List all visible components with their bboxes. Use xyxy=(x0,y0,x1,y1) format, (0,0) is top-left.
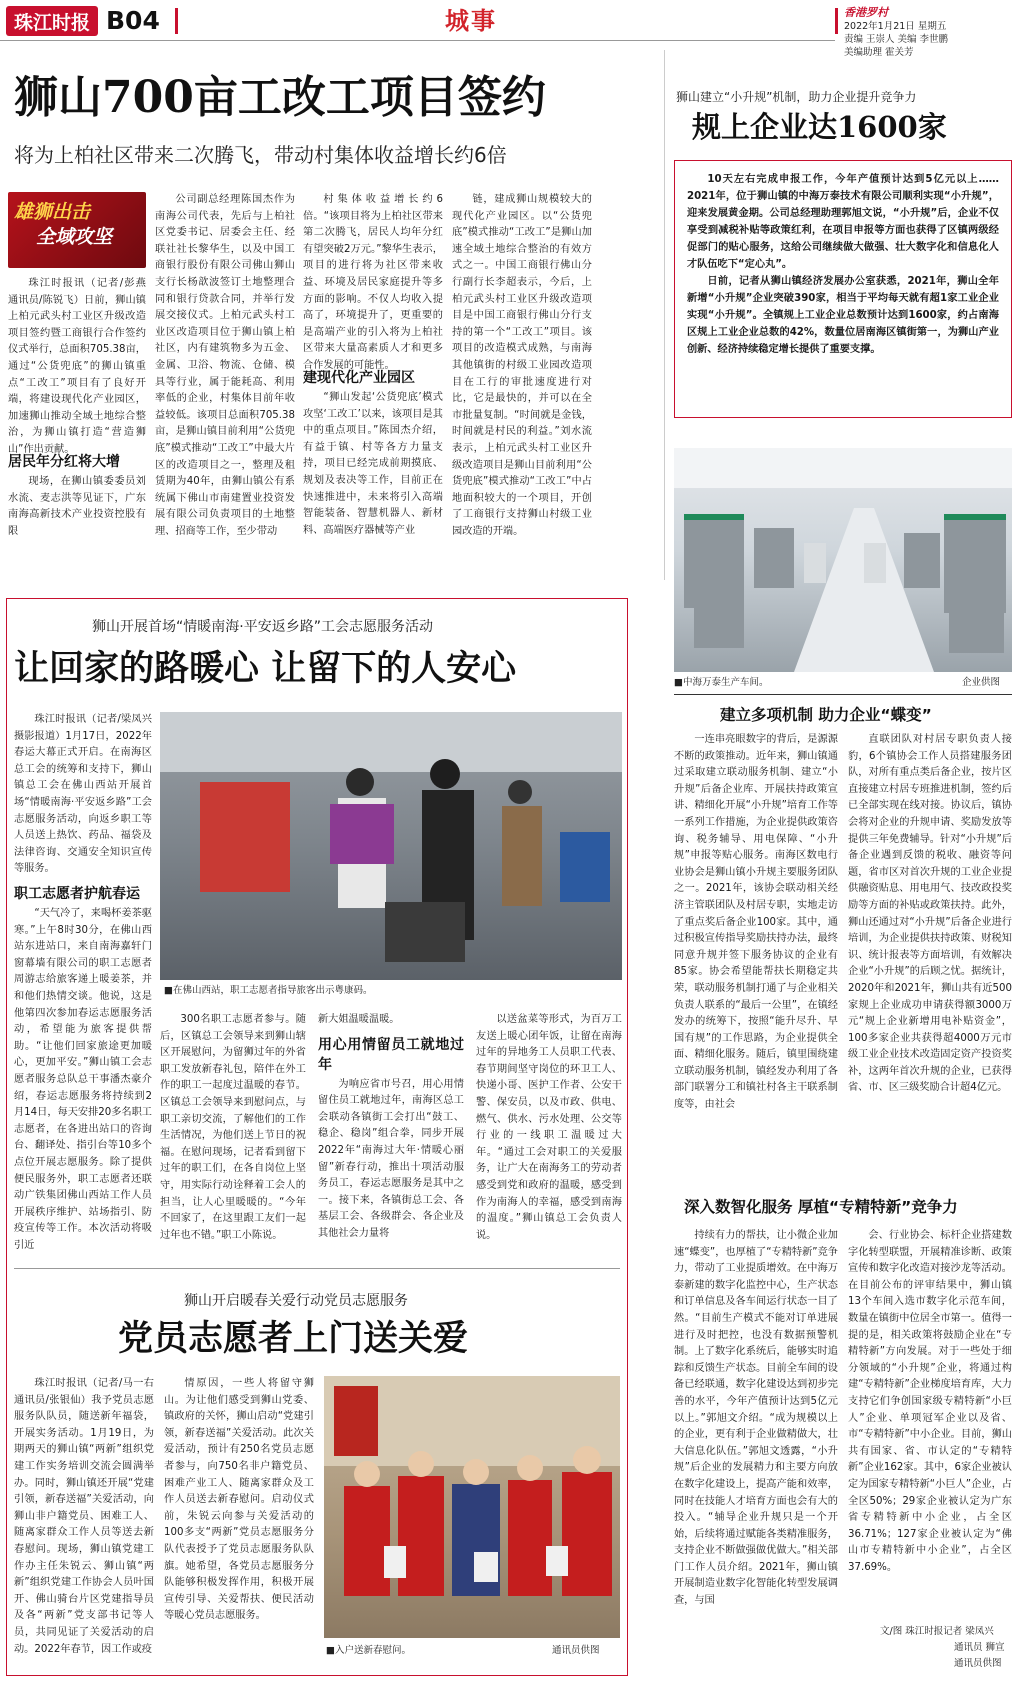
top-right-subheading-2: 深入数智化服务 厚植“专精特新”竞争力 xyxy=(684,1198,958,1216)
issue-date: 2022年1月21日 星期五 xyxy=(844,21,947,32)
party-col-2-text: 情原因，一些人将留守狮山。为让他们感受到狮山党委、镇政府的关怀，狮山启动“党建引领，新春送福”关爱活动。此次关爱活动，预计有250名党员志愿者参与，向750名非户籍党员、困难产业工人、随离家群众及工作人员送去新春慰问。启动仪式前，朱锐云向参与关爱活动的100多支“两新”党员志愿服务分队代表授予了党员志愿服务队队旗。她希望，各党员志愿服务分队能够积极发挥作用，积极开展宣传引导、关爱帮扶、便民活动等暖心党员志愿服务。 xyxy=(164,1378,314,1622)
volunteer-col-3a-text: 新大姐温暖温暖。 xyxy=(318,1014,400,1025)
summary-box-body xyxy=(687,171,999,407)
party-headline: 党员志愿者上门送关爱 xyxy=(118,1318,469,1359)
lead-col-4 xyxy=(452,192,592,548)
header-divider-left xyxy=(175,8,178,34)
campaign-logo-line2: 全域攻坚 xyxy=(36,226,113,248)
rule-under-photo xyxy=(674,694,1012,695)
top-right-col-d xyxy=(848,1228,1012,1626)
top-right-col-b xyxy=(848,732,1012,1158)
assistant-editor: 美编助理 霍关芳 xyxy=(844,47,914,58)
top-right-col-a-text: 一连串亮眼数字的背后，是源源不断的政策推动。近年来，狮山镇通过采取建立联动服务机制、建立“小升规”后备企业库、开展扶持政策宣讲、精细化开展“小升规”培育工作等一系列工作措施，为企业提供政策咨询、税务辅导、用电保障、“小升规”申报等贴心服务。南海区数电行业协会是狮山镇小升规主要服务团队之一。2021年，该协会联动相关经济主管联团队及村居专职，实地走访了重点奖后备企业100家。其中，通过积极宣传指导奖励扶持办法，最终同意升规并签下服务协议的企业有85家。协会希望能帮扶长期稳定共荣，联动服务机制打通了与企业相关负责人联系的“最后一公里”，在镇经发办的统筹下，按照“能升尽升、早国有规”的工作思路，为企业提供全面、精细化服务。随后，镇里围绕建立联动服务机制，镇经发办利用了各部门联署分工和镇社村各主干联系制度等，由社会 xyxy=(674,734,838,1111)
top-right-col-c xyxy=(674,1228,838,1670)
party-photo xyxy=(324,1376,620,1638)
party-photo-art xyxy=(324,1376,620,1638)
section-title: 城事 xyxy=(445,7,497,35)
column-logo: 香港罗村 xyxy=(844,6,888,19)
lead-col-2 xyxy=(155,192,295,548)
lead-col-1 xyxy=(8,276,146,548)
top-right-col-b-text: 直联团队对村居专职负责人接豹，6个镇协会工作人员搭建服务团队，对所有重点类后备企业，按片区直接建立村居专班推进机制，签约后已全部实现在线对接。协议后，镇协会将对企业的升规申请、奖励发放等提供三年免费辅导。针对“小升规”后备企业遇到反馈的税收、融资等问题，省市区对首次升规的工业企业提供融资贴息、用电用气、技改政投奖励等方面的补贴或政策扶持。此外，狮山还通过对“小升规”后备企业进行培训，为企业提供扶持政策、财税知识、统计报表等方面培训，有效解决企业“小升规”的后顾之忧。据统计，2020年和2021年，狮山共有近500家规上企业成功申请获得额3000万元“规上企业新增用电补贴资金”，100多家企业共获得超4000万元市级工业企业技术改造固定资产投资奖补，这两年首次升规的企业，已获得省、市、区三级奖励合计超4亿元。 xyxy=(848,734,1012,1094)
party-photo-caption: ■入户送新春慰问。 xyxy=(326,1645,411,1656)
station-photo xyxy=(160,712,622,980)
volunteer-col-1-text: 珠江时报讯（记者/梁凤兴 摄影报道）1月17日，2022年春运大幕正式开启。在南海区总工会的统筹和支持下，狮山镇总工会在佛山西站开展首场“情暖南海·平安返乡路”工会志愿服务活动，向返乡职工等人员送上热饮、药品、福袋及法律咨询、交通安全知识宣传等服务。 xyxy=(14,714,152,875)
campaign-logo-line1: 雄狮出击 xyxy=(14,201,91,223)
column-separator xyxy=(664,50,665,580)
top-right-subheading-1: 建立多项机制 助力企业“蝶变” xyxy=(720,706,932,724)
lead-col-3-text: 村集体收益增长约6倍。“该项目将为上柏社区带来第二次腾飞，居民人均年分红有望突破2万元。”黎华生表示，项目的进行将为社区带来收益、环境及居民家庭提升等多方面的影响。不仅人均收入提高了，环境提升了，更重要的是高端产业的引入将为上柏社区带来大量高素质人才和更多合作发展的可能性。 xyxy=(303,194,443,371)
top-right-col-d-text: 会、行业协会、标杆企业搭建数字化转型联盟，开展精准诊断、政策宣传和数字化改造对接沙龙等活动。在目前公布的评审结果中，狮山镇13个车间入选市数字化示范车间，数量在镇街中位居全市第一。值得一提的是，相关政策将鼓励企业在“专精特新”方向发展。对于一些处于细分领域的“小升规”企业，将通过构建“专精特新”企业梯度培育库，大力支持它们争创国家级专精特新“小巨人”企业、单项冠军企业以及省、市“专精特新”中小企业。目前，狮山共有国家、省、市认定的“专精特新”企业162家。其中，6家企业被认定为国家专精特新“小巨人”企业，占全区50%；29家企业被认定为广东省专精特新中小企业，占全区36.71%；127家企业被认定为“佛山市专精特新中小企业”，占全区37.69%。 xyxy=(848,1230,1012,1573)
volunteer-subheading-3: 用心用情留员工就地过年 xyxy=(318,1036,464,1073)
lead-subheading-1: 居民年分红将大增 xyxy=(8,454,120,470)
top-right-byline-1: 文/图 珠江时报记者 梁凤兴 xyxy=(880,1626,994,1637)
lead-col-2-text: 公司副总经理陈国杰作为南海公司代表，先后与上柏社区党委书记、居委会主任、经联社社长黎华生，以及中国工商银行股份有限公司佛山狮山支行长杨歆波签订土地整理合同和银行贷款合同，并举行发展交接仪式。上柏元武头村工业区改造项目位于狮山镇上柏社区，内有建筑物多为五金、金属、卫浴、物流、仓储、模具等行业，属于能耗高、利用率低的企业，村集体目前年收益较低。该项目总面积705.38亩，是狮山镇目前利用“公货兜底”模式推动“工改工”中最大片区的改造项目之一，整理及租赁期为40年，由狮山镇公有系统属下佛山市南建置业投资发展有限公司负责项目的土地整理、招商等工作，至少带动 xyxy=(155,194,295,537)
editors: 责编 王崇人 美编 李世鹏 xyxy=(844,34,949,45)
header-rule xyxy=(0,40,835,41)
top-right-headline: 规上企业达1600家 xyxy=(692,110,947,144)
top-right-col-c-text: 持续有力的帮扶，让小微企业加速“蝶变”，也厚植了“专精特新”竞争力，带动了工业提质增效。在中海万泰新建的数字化监控中心，生产状态和订单信息及各车间运行状态一目了然。“目前生产模式不能对订单进展进行及时把控，也没有数据预警机制。上了数字化系统后，能够实时追踪和反馈生产状态。目前全车间的设备已经联通，数字化建设达到初步完善的水平，今年产值预计达到5亿元以上。”郭旭文介绍。“成为规模以上的企业，更有利于企业做精做大，壮大信息化队伍。”郭旭文透露，“小升规”后企业的发展精力和主要方向放在数字化建设上，提高产能和效率，同时在技能人才培育方面也会有大的投入。“辅导企业升规只是一个开始，后续将通过赋能各类精准服务，支持企业不断做强做优做大。”相关部门工作人员介绍。2021年，狮山镇开展制造业数字化智能化转型发展调查，与国 xyxy=(674,1230,838,1607)
party-kicker: 狮山开启暖春关爱行动党员志愿服务 xyxy=(184,1293,408,1309)
volunteer-headline: 让回家的路暖心 让留下的人安心 xyxy=(14,648,517,689)
lead-subheading-3: 建现代化产业园区 xyxy=(303,370,415,386)
summary-paragraph-1: 10天左右完成申报工作，今年产值预计达到5亿元以上……2021年，位于狮山镇的中海万泰技术有限公司顺利实现“小升规”，迎来发展黄金期。公司总经理助理郭旭文说，“小升规”后，企业不仅享受到减税补贴等政策红利，在项目申报等方面也获得了区镇两级经促部门的贴心服务，这给公司继续做大做强、壮大数字化和信息化人才队伍吃下“定心丸”。 xyxy=(687,174,999,270)
party-col-1 xyxy=(14,1376,154,1672)
lead-col-1b-text: 现场，在狮山镇委委员刘水流、麦志洪等见证下，广东南海高新技术产业投资控股有限 xyxy=(8,476,146,537)
volunteer-col-1b-text: “天气冷了，来喝杯姜茶驱寒。”上午8时30分，在佛山西站东进站口，来自南海嘉轩门窗幕墙有限公司的职工志愿者周游志给旅客递上暖姜茶，并和他们热情交谈。他说，这是他第四次参加春运志愿服务活动，希望能为旅客提供帮助。“让他们回家旅途更加暖心，更加平安。”狮山镇工会志愿者服务总队总干事潘杰豪介绍，春运志愿服务将持续到2月14日，每天安排20多名职工志愿者，在各进出站口的咨询台、翻译处、指引台等10多个点位开展志愿服务。除了提供便民服务外，职工志愿者还联动广铁集团佛山西站工作人员开展秩序维护、站场指引、防疫宣传等工作。本次活动将吸引近 xyxy=(14,908,152,1251)
factory-photo xyxy=(674,448,1012,672)
volunteer-col-4 xyxy=(476,1012,622,1256)
top-right-byline-2: 通讯员 狮宣 xyxy=(954,1642,1005,1653)
paper-logo: 珠江时报 xyxy=(13,11,90,34)
station-photo-caption: ■在佛山西站，职工志愿者指导旅客出示粤康码。 xyxy=(164,985,373,996)
factory-photo-art xyxy=(674,448,1012,672)
campaign-logo xyxy=(8,192,146,268)
summary-paragraph-2: 日前，记者从狮山镇经济发展办公室获悉，2021年，狮山全年新增“小升规”企业突破390家，相当于平均每天就有超1家工业企业实现“小升规”。全镇规上工业企业总数预计达到1600家，约占南海区规上工业企业总数的42%，数量位居南海区镇街第一，为狮山产业创新、经济持续稳定增长提供了重要支撑。 xyxy=(687,276,999,355)
masthead xyxy=(6,6,98,36)
lead-col-4-text: 链，建成狮山规模较大的现代化产业园区。以“公货兜底”模式推动“工改工”是狮山加速全域土地综合整治的有效方式之一。中国工商银行佛山分行副行长李超表示，今后，上柏元武头村工业区升级改造项目是中国工商银行佛山分行支持的第一个“工改工”项目。该项目的改造模式成熟，与南海其他镇街的村级工业园改造项目在工行的审批速度进行对比，它是最快的，并可以在全市批量复制。“时间就是金钱，时间就是村民的利益。”刘水流表示，上柏元武头村工业区升级改造项目是狮山目前利用“公货兜底”模式推动“工改工”中占地面积较大的一个项目，开创了工商银行支持狮山村级工业园改造的开端。 xyxy=(452,194,592,537)
top-right-col-a xyxy=(674,732,838,1158)
summary-box xyxy=(674,160,1012,418)
volunteer-col-3 xyxy=(318,1012,464,1256)
lead-col-1-text: 珠江时报讯（记者/彭燕 通讯员/陈锐飞）日前，狮山镇上柏元武头村工业区升级改造项目签约暨工商银行合作签约仪式举行，总面积705.38亩，通过“公货兜底”的狮山镇重点“工改工”项目有了良好开端，将建设现代化产业园区，加速狮山推动全域土地综合整治，为狮山镇打造“营造狮山”作出贡献。 xyxy=(8,278,146,455)
volunteer-col-2-text: 300名职工志愿者参与。随后，区镇总工会领导来到狮山辖区开展慰问，为留狮过年的外省职工发放新春礼包，陪伴在外工作的职工一起度过温暖的春节。区镇总工会领导来到慰问点，与职工亲切交流，了解他们的工作生活情况，为他们送上节日的祝福。在慰问现场，记者看到留下过年的职工们，在各自岗位上坚守，用实际行动诠释着工会人的担当，让人心里暖暖的。“今年不回家了，在这里跟工友们一起过年也不错。”职工小陈说。 xyxy=(160,1014,306,1241)
party-col-2 xyxy=(164,1376,314,1672)
party-col-1-text: 珠江时报讯（记者/马一右 通讯员/张银仙）我予党员志愿服务队队员，随送新年福袋，开展实务活动。1月19日，为期两天的狮山镇“两新”组织党建工作实务培训交流会圆满举办。同时，狮山镇还开展“党建引领，新春送福”关爱活动，向狮山非户籍党员、困难工人、随离家群众工作人员等送去新春慰问。现场，狮山镇党建工作办主任朱锐云、狮山镇“两新”组织党建工作协会人员叶国开、佛山骑台片区党建指导员及各“两新”党支部书记等人员，共同见证了关爱活动的启动。2022年春节，因工作或疫 xyxy=(14,1378,154,1655)
factory-photo-caption: ■中海万泰生产车间。 xyxy=(674,677,769,688)
party-photo-credit: 通讯员供图 xyxy=(552,1645,600,1656)
station-photo-art xyxy=(160,712,622,980)
page-number: B04 xyxy=(106,6,160,35)
volunteer-divider xyxy=(14,1268,620,1269)
top-right-kicker: 狮山建立“小升规”机制，助力企业提升竞争力 xyxy=(676,90,917,104)
volunteer-kicker: 狮山开展首场“情暖南海·平安返乡路”工会志愿服务活动 xyxy=(92,619,433,635)
lead-col-3b-text: “狮山发起‘公货兜底’模式攻坚‘工改工’以来，该项目是其中的重点项目。”陈国杰介绍，有益于镇、村等各方力量支持，项目已经完成前期摸底、规划及表决等工作，目前正在快速推进中，未来将引入高端智能装备、智慧机器人、新材料、高端医疗器械等产业 xyxy=(303,392,443,536)
volunteer-col-3-text: 为响应省市号召，用心用情留住员工就地过年，南海区总工会联动各镇街工会打出“鼓工、稳企、稳岗”组合拳，同步开展2022年“南海过大年·情暖心丽留”新春行动，推出十项活动服务员工，春运志愿服务是其中之一。接下来，各镇街总工会、各基层工会、各级群会、各企业及其他社会力量将 xyxy=(318,1078,464,1239)
volunteer-col-1 xyxy=(14,712,152,1256)
factory-photo-credit: 企业供图 xyxy=(962,677,1001,688)
volunteer-col-2 xyxy=(160,1012,306,1256)
lead-col-3 xyxy=(303,192,443,548)
volunteer-col-4-text: 以送盆菜等形式，为百万工友送上暖心团年饭，让留在南海过年的异地务工人员职工代表、春节期间坚守岗位的环卫工人、快递小哥、医护工作者、公安干警、保安员，以及市政、供电、燃气、供水、污水处理、公交等行业的一线职工温暖过大年。“通过工会对职工的关爱服务，让广大在南海务工的劳动者感受到党和政府的温暖，感受到作为南海人的幸福，感受到南海的温度。”狮山镇总工会负责人说。 xyxy=(476,1014,622,1241)
header-divider-right xyxy=(835,8,838,34)
lead-subhead: 将为上柏社区带来二次腾飞，带动村集体收益增长约6倍 xyxy=(14,143,507,167)
top-right-byline-3: 通讯员供图 xyxy=(954,1658,1002,1669)
lead-headline: 狮山700亩工改工项目签约 xyxy=(14,72,546,123)
volunteer-subheading-1: 职工志愿者护航春运 xyxy=(14,886,140,902)
